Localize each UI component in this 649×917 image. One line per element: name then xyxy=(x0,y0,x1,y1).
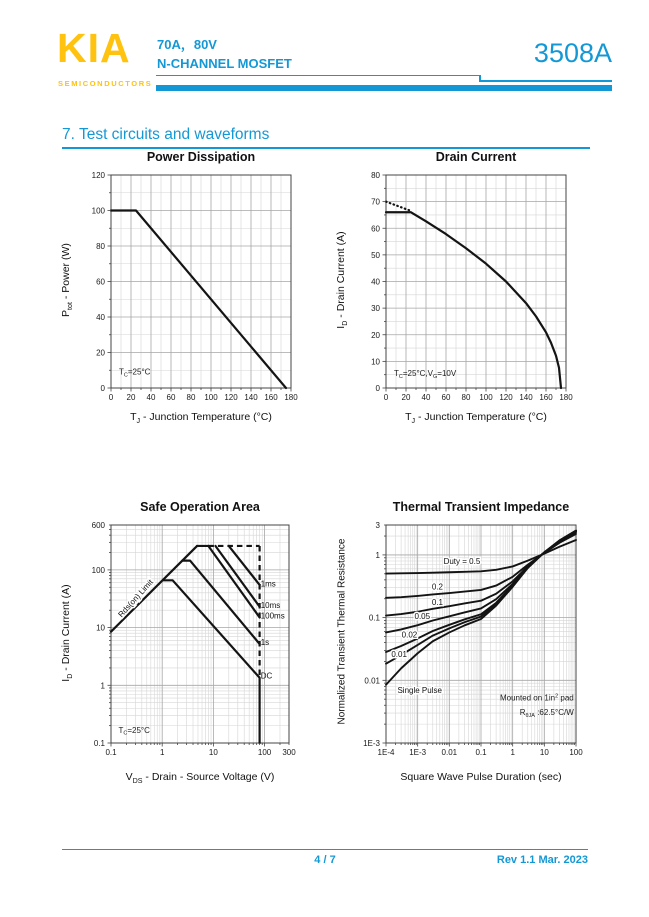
svg-text:1E-4: 1E-4 xyxy=(377,748,395,757)
svg-text:TC=25°C,VG=10V: $T_C=25^\circ C,V_G=10V$ xyxy=(394,369,457,380)
svg-text:70: 70 xyxy=(371,197,380,207)
x-axis-label: $V_{DS}$ - Drain - Source Voltage (V) xyxy=(125,771,275,786)
svg-text:Single Pulse: Single Pulse xyxy=(397,685,442,695)
thermal-transient-impedance-plot xyxy=(356,517,586,767)
svg-text:100ms: 100ms xyxy=(260,611,285,621)
kia-logo-subtext: SEMICONDUCTORS xyxy=(58,79,153,88)
svg-text:50: 50 xyxy=(371,250,380,260)
svg-text:0.1: 0.1 xyxy=(105,748,117,757)
svg-text:10: 10 xyxy=(539,748,549,757)
footer-line xyxy=(62,849,588,850)
svg-text:1ms: 1ms xyxy=(260,579,276,589)
svg-text:0.2: 0.2 xyxy=(431,582,443,592)
kia-logo: KIA xyxy=(57,25,131,71)
svg-text:100: 100 xyxy=(91,206,105,216)
svg-text:0.1: 0.1 xyxy=(475,748,487,757)
section-title: 7. Test circuits and waveforms xyxy=(62,126,270,143)
svg-text:120: 120 xyxy=(91,171,105,180)
svg-text:80: 80 xyxy=(186,393,196,402)
svg-text:3: 3 xyxy=(375,521,380,530)
x-axis-label: $T_J$ - Junction Temperature (°C) xyxy=(405,411,547,426)
package-limit-dotted xyxy=(386,202,411,211)
svg-text:60: 60 xyxy=(96,277,105,287)
svg-text:0.01: 0.01 xyxy=(364,676,380,686)
x-axis-label: Square Wave Pulse Duration (sec) xyxy=(400,771,562,783)
svg-text:60: 60 xyxy=(371,224,380,234)
svg-text:20: 20 xyxy=(401,393,411,402)
svg-text:Rds(on) Limit: Rds(on) Limit xyxy=(116,577,155,620)
svg-text:120: 120 xyxy=(224,393,238,402)
svg-text:TC=25°C: $T_C=25^\circ C$ xyxy=(119,367,151,379)
device-subtitle xyxy=(157,35,292,73)
drain-current-chart xyxy=(330,150,602,442)
svg-text:0.05: 0.05 xyxy=(414,612,431,622)
svg-text:RθJA :62.5°C/W: $R_{\theta JA}$ :62.5°C/W xyxy=(519,707,574,719)
svg-text:20: 20 xyxy=(126,393,136,402)
x-axis-label: $T_J$ - Junction Temperature (°C) xyxy=(130,411,272,426)
svg-text:300: 300 xyxy=(282,748,296,757)
device-rating: 70A，80V xyxy=(157,37,217,52)
svg-text:100: 100 xyxy=(204,393,218,402)
svg-text:10: 10 xyxy=(208,748,218,757)
svg-text:TC=25°C: $T_C=25^\circ C$ xyxy=(118,725,150,737)
svg-text:1: 1 xyxy=(100,681,105,691)
y-axis-label: $I_D$ - Drain Current (A) xyxy=(334,231,350,329)
limit-100ms xyxy=(208,546,259,617)
svg-text:100: 100 xyxy=(479,393,493,402)
svg-text:160: 160 xyxy=(264,393,278,402)
svg-text:10ms: 10ms xyxy=(260,600,281,610)
svg-text:1E-3: 1E-3 xyxy=(409,748,427,757)
header-thin-line-right xyxy=(479,80,612,82)
part-number: 3508A xyxy=(533,38,612,68)
svg-text:180: 180 xyxy=(284,393,298,402)
y-axis-label: $I_D$ - Drain Current (A) xyxy=(59,584,75,682)
y-axis-label: Normalized Transient Thermal Resistance xyxy=(336,538,348,725)
header-thin-line-left xyxy=(156,75,480,77)
svg-text:120: 120 xyxy=(499,393,513,402)
thermal-transient-impedance-chart xyxy=(330,500,602,792)
svg-text:10: 10 xyxy=(371,357,380,367)
chart-title: Safe Operation Area xyxy=(140,500,260,514)
svg-text:0.1: 0.1 xyxy=(368,613,380,623)
svg-text:0.01: 0.01 xyxy=(391,650,407,660)
svg-text:140: 140 xyxy=(244,393,258,402)
page-number: 4 / 7 xyxy=(314,854,336,866)
svg-text:40: 40 xyxy=(96,313,105,322)
svg-text:1: 1 xyxy=(510,748,515,757)
svg-text:40: 40 xyxy=(371,277,380,287)
svg-text:20: 20 xyxy=(371,330,380,340)
svg-text:100: 100 xyxy=(91,565,105,575)
svg-text:40: 40 xyxy=(421,393,431,402)
power-dissipation-plot xyxy=(81,167,303,409)
chart-title: Drain Current xyxy=(435,150,517,164)
svg-text:80: 80 xyxy=(96,242,105,251)
svg-text:0.1: 0.1 xyxy=(93,739,105,748)
svg-text:20: 20 xyxy=(96,348,105,358)
svg-text:60: 60 xyxy=(441,393,451,402)
chart-title: Thermal Transient Impedance xyxy=(392,500,570,514)
svg-text:0: 0 xyxy=(383,393,389,402)
svg-text:40: 40 xyxy=(146,393,156,402)
svg-text:DC: DC xyxy=(260,671,273,681)
svg-text:0: 0 xyxy=(100,384,105,393)
svg-text:100: 100 xyxy=(257,748,272,757)
svg-text:Duty = 0.5: Duty = 0.5 xyxy=(443,556,481,566)
svg-text:0.01: 0.01 xyxy=(441,748,458,757)
svg-text:0: 0 xyxy=(108,393,114,402)
svg-text:140: 140 xyxy=(519,393,533,402)
revision-text: Rev 1.1 Mar. 2023 xyxy=(496,854,588,866)
svg-text:10: 10 xyxy=(96,623,105,633)
safe-operation-area-plot xyxy=(81,517,303,767)
svg-text:160: 160 xyxy=(539,393,553,402)
drain-current-plot xyxy=(356,167,578,409)
svg-text:0: 0 xyxy=(375,384,380,393)
svg-text:60: 60 xyxy=(166,393,176,402)
svg-text:80: 80 xyxy=(461,393,471,402)
power-dissipation-chart xyxy=(55,150,327,442)
section-title-underline xyxy=(62,147,590,149)
svg-text:30: 30 xyxy=(371,304,380,314)
svg-text:100: 100 xyxy=(569,748,583,757)
svg-text:180: 180 xyxy=(559,393,573,402)
device-type: N-CHANNEL MOSFET xyxy=(157,56,292,71)
svg-text:1: 1 xyxy=(159,748,165,757)
y-axis-label: $P_{tot}$ - Power (W) xyxy=(59,243,75,317)
svg-text:Mounted on 1in2 pad: Mounted on $1in^2$ pad xyxy=(499,693,574,703)
svg-text:1E-3: 1E-3 xyxy=(363,739,380,748)
svg-text:0.1: 0.1 xyxy=(431,597,443,607)
chart-title: Power Dissipation xyxy=(146,150,256,164)
header-thick-bar xyxy=(156,85,612,91)
svg-text:600: 600 xyxy=(91,521,105,530)
svg-text:1: 1 xyxy=(375,550,380,560)
safe-operation-area-chart xyxy=(55,500,327,792)
svg-text:80: 80 xyxy=(371,171,380,180)
svg-text:1s: 1s xyxy=(260,637,270,647)
svg-text:0.02: 0.02 xyxy=(401,630,418,640)
